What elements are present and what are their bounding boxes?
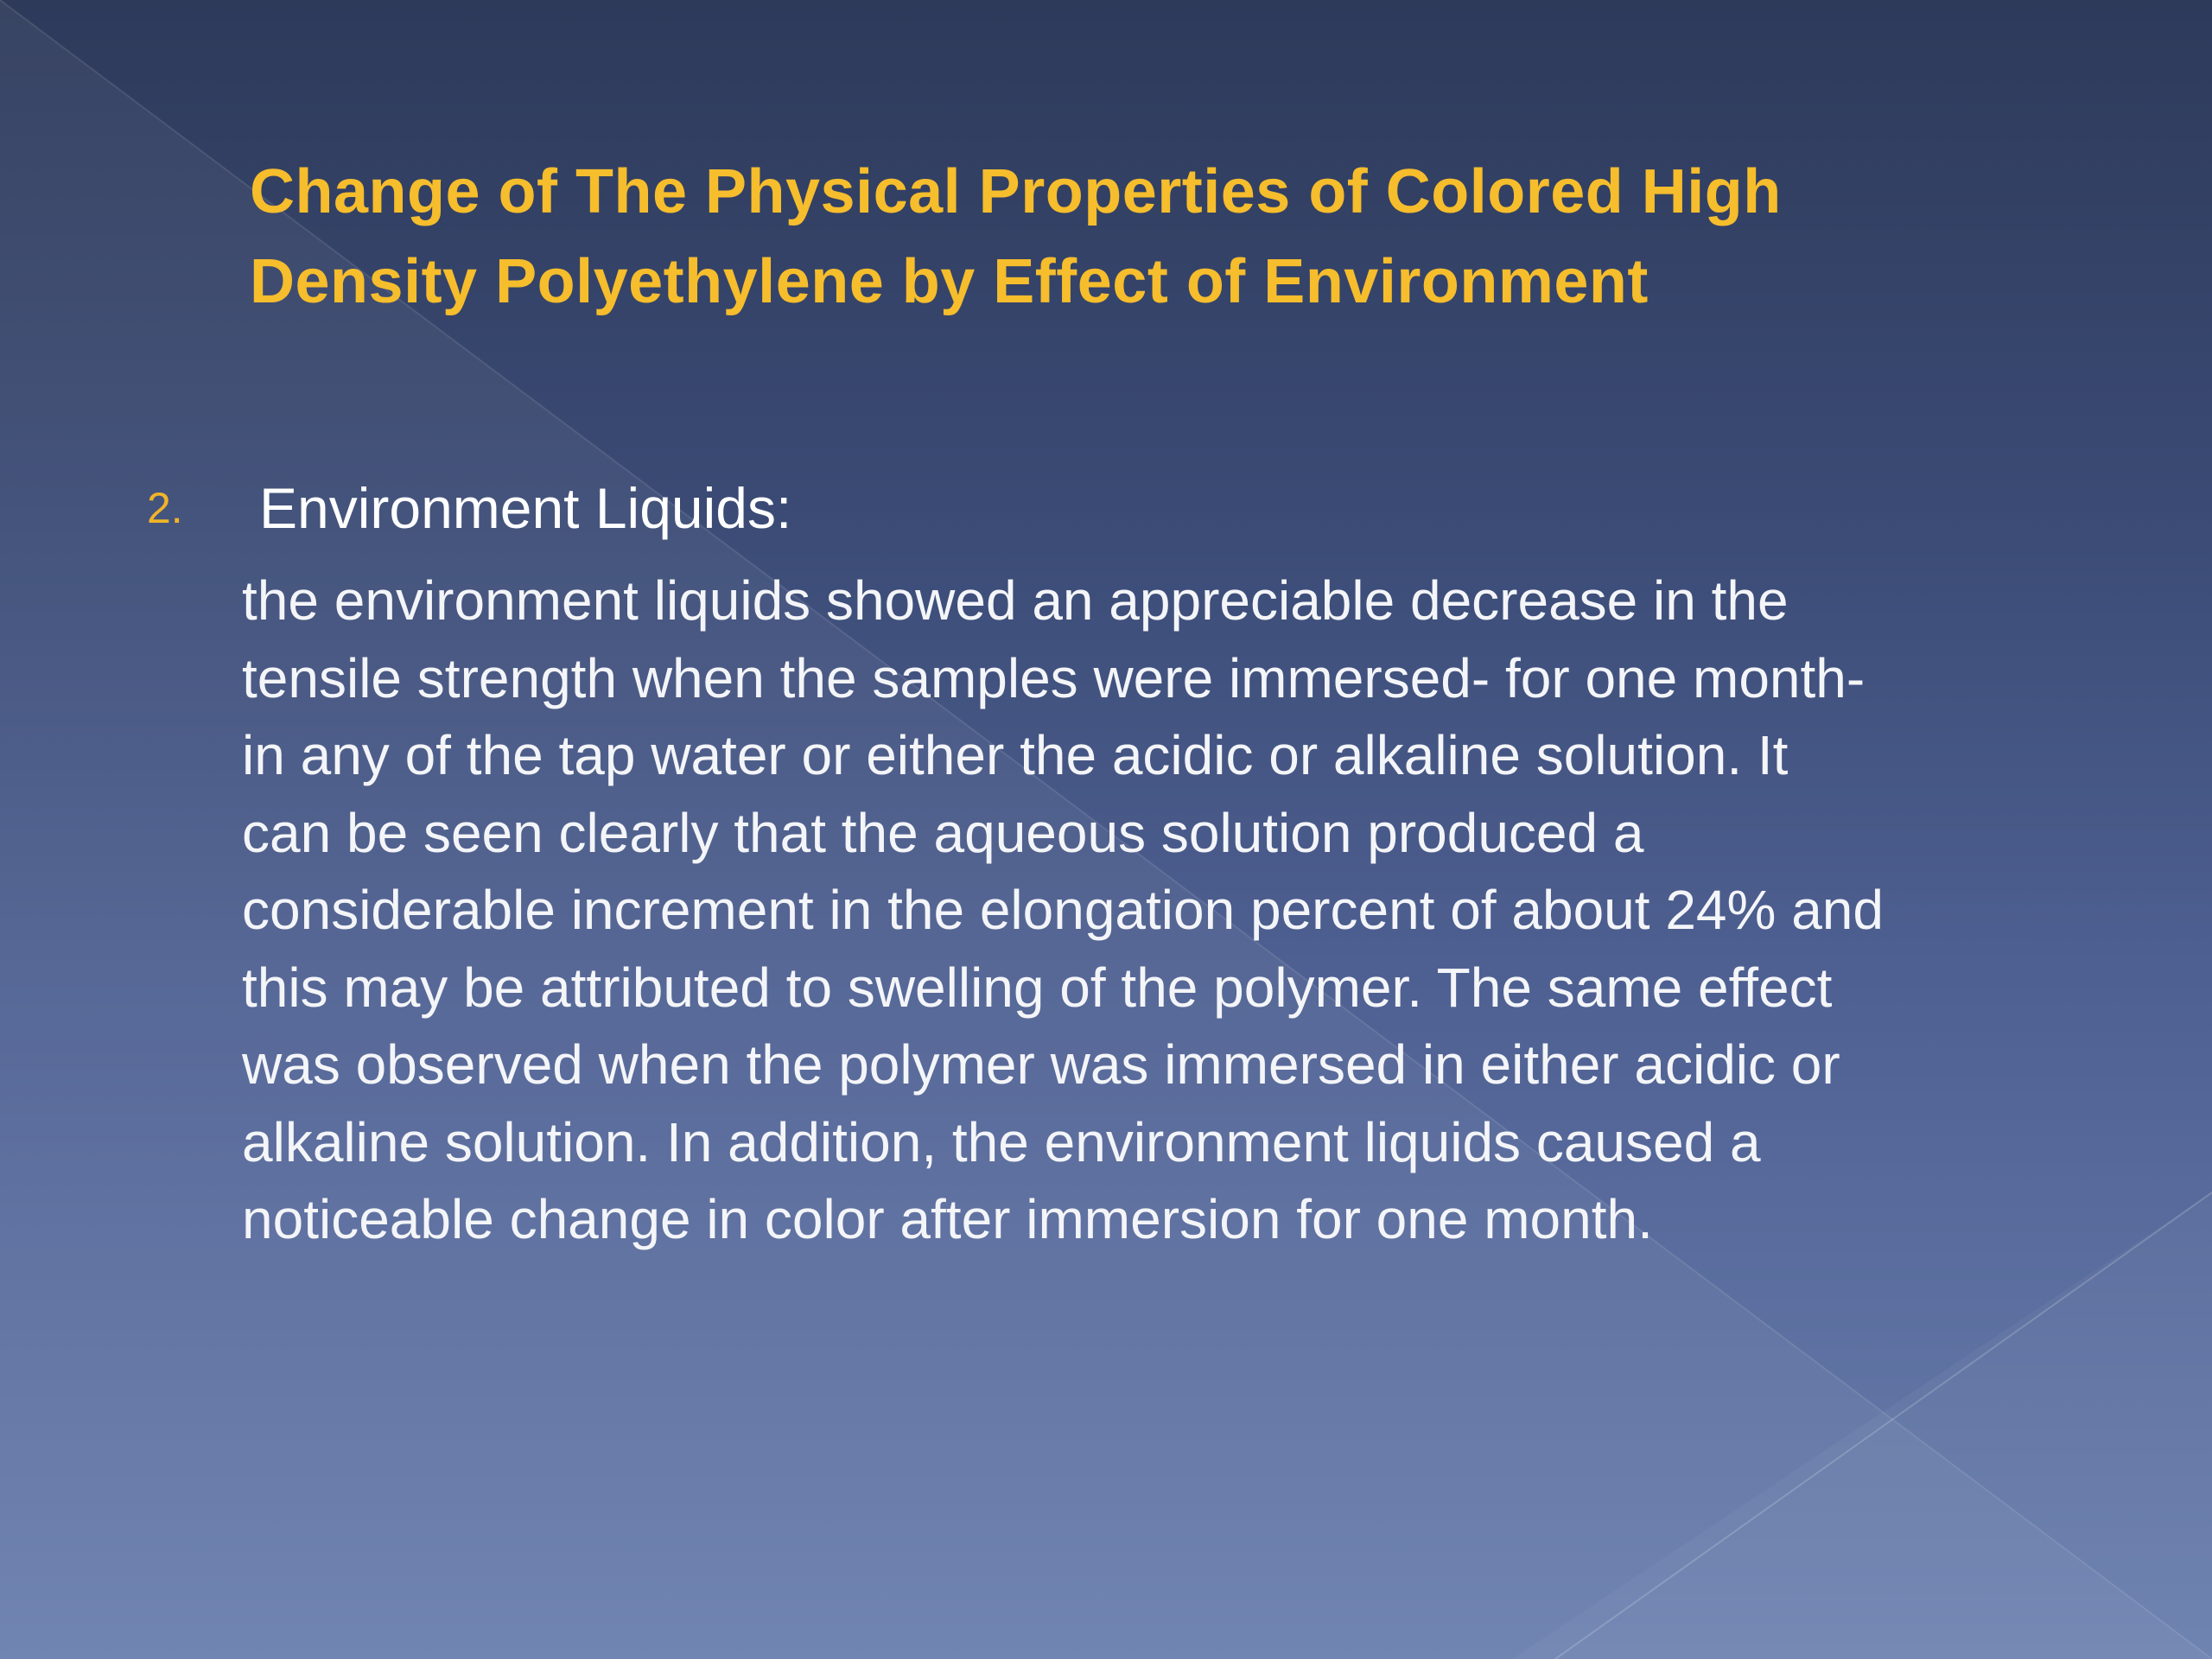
slide-title-line-1: Change of The Physical Properties of Colored High [250, 157, 1782, 226]
body-line: was observed when the polymer was immersed in either acidic or [242, 1033, 1840, 1096]
body-line: noticeable change in color after immersion for one month. [242, 1188, 1653, 1250]
body-line: the environment liquids showed an appreciable decrease in the [242, 569, 1789, 632]
list-item-heading: Environment Liquids: [259, 476, 792, 540]
body-line: can be seen clearly that the aqueous solution produced a [242, 801, 1644, 864]
body-line: in any of the tap water or either the acidic or alkaline solution. It [242, 724, 1789, 786]
body-line: alkaline solution. In addition, the environment liquids caused a [242, 1110, 1761, 1173]
list-item-number: 2. [147, 484, 183, 532]
list-item-header [147, 472, 791, 544]
body-line: considerable increment in the elongation percent of about 24% and [242, 879, 1884, 941]
body-line: this may be attributed to swelling of the polymer. The same effect [242, 956, 1833, 1019]
slide-title [250, 147, 1978, 327]
slide-title-line-2: Density Polyethylene by Effect of Environment [250, 247, 1649, 316]
list-item-body [242, 563, 2177, 1259]
body-line: tensile strength when the samples were immersed- for one month- [242, 646, 1866, 709]
